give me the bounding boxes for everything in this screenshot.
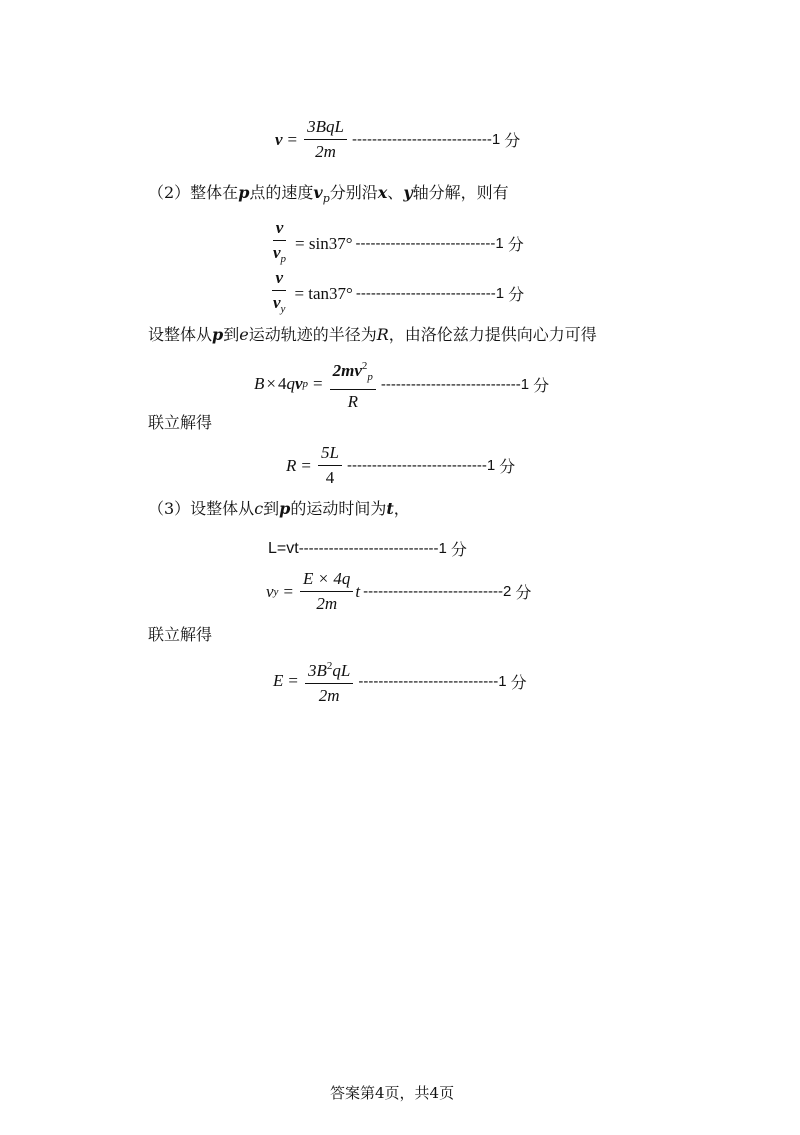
eq1-dashes: ----------------------------1 <box>351 131 501 148</box>
part3-text-a: （3）设整体从 <box>148 499 255 518</box>
eq1-lhs: v <box>275 129 283 149</box>
part3-var-t: t <box>386 499 394 518</box>
eq3-rhs: = tan37° <box>294 283 353 303</box>
eq5-dashes: ----------------------------1 <box>346 457 496 474</box>
eq7-denominator: 2m <box>316 594 338 613</box>
equation-lvt <box>268 537 467 560</box>
eq8-score: 分 <box>510 672 527 692</box>
eq7-numerator: E × 4q <box>300 569 353 592</box>
eq6-score: 分 <box>450 540 467 559</box>
part2-var-x: x <box>377 183 388 202</box>
eq4-v: v <box>294 374 303 393</box>
eq7-lhs: v <box>266 581 274 601</box>
part3-var-c: c <box>254 499 264 518</box>
part2-intro <box>148 182 509 210</box>
eq7-dashes: ----------------------------2 <box>363 583 512 600</box>
eq7-t: t <box>355 581 361 601</box>
eq3-score: 分 <box>508 285 525 304</box>
eq2-score: 分 <box>507 235 524 254</box>
eq5-fraction <box>318 443 342 488</box>
eq3-numerator: v <box>272 268 286 291</box>
equation-sin37 <box>268 218 524 269</box>
equation-lorentz <box>254 356 549 412</box>
eq8-fraction <box>305 656 353 706</box>
part2-sep: 、 <box>387 183 404 202</box>
part2-text-a: （2）整体在 <box>148 183 239 202</box>
radius-text-d: ，由洛伦兹力提供向心力可得 <box>388 325 597 344</box>
part3-text-e: ， <box>393 499 410 518</box>
part2-var-v: v <box>313 183 323 202</box>
eq4-q: q <box>286 374 295 393</box>
eq5-denominator: 4 <box>325 468 335 487</box>
eq5-score: 分 <box>499 457 516 476</box>
eq8-num-a: 3B <box>307 661 327 680</box>
equation-tan37 <box>268 268 524 319</box>
eq2-dashes: ----------------------------1 <box>355 235 504 252</box>
eq1-numerator: 3BqL <box>304 117 347 140</box>
eq6-dashes: ----------------------------1 <box>298 540 447 557</box>
eq6-text: L=vt <box>268 539 299 557</box>
radius-text-b: 到 <box>223 325 240 344</box>
part3-text-b: 到 <box>263 499 280 518</box>
eq8-lhs: E <box>273 671 284 690</box>
eq1-fraction <box>304 117 347 162</box>
eq7-lhs-sub: y <box>273 585 279 598</box>
eq4-B: B <box>254 374 265 393</box>
eq4-numerator: 2mv <box>332 361 362 380</box>
eq4-num-sub: p <box>367 371 373 383</box>
eq2-rhs: = sin37° <box>295 233 353 253</box>
eq2-numerator: v <box>273 218 287 241</box>
eq1-denominator: 2m <box>315 142 336 161</box>
radius-var-e: e <box>239 325 249 344</box>
radius-var-p: p <box>212 325 224 344</box>
eq1-equals: = <box>287 129 298 149</box>
radius-text-c: 运动轨迹的半径为 <box>248 325 377 344</box>
solve-label-2: 联立解得 <box>148 625 213 644</box>
solve-label-1: 联立解得 <box>148 413 213 432</box>
part2-var-p: p <box>238 183 250 202</box>
eq8-dashes: ----------------------------1 <box>358 672 507 690</box>
radius-paragraph <box>148 324 597 346</box>
eq3-denominator: v <box>273 293 281 312</box>
eq7-fraction <box>300 569 353 614</box>
eq4-times: × <box>266 374 276 393</box>
part2-text-b: 点的速度 <box>249 183 314 202</box>
part2-text-d: 轴分解，则有 <box>412 183 509 202</box>
radius-var-R: R <box>376 325 389 344</box>
eq1-score: 分 <box>504 131 521 150</box>
part3-text-d: 的运动时间为 <box>290 499 387 518</box>
eq4-denominator: R <box>347 392 358 411</box>
radius-text-a: 设整体从 <box>148 325 213 344</box>
eq2-den-sub: p <box>280 253 287 265</box>
eq8-equals: = <box>288 671 298 690</box>
eq8-num-sup: 2 <box>326 660 333 672</box>
eq3-dashes: ----------------------------1 <box>355 285 505 302</box>
equation-velocity <box>275 117 520 162</box>
eq8-num-b: qL <box>332 661 351 680</box>
eq4-dashes: ----------------------------1 <box>380 375 530 393</box>
part2-text-c: 分别沿 <box>329 183 378 202</box>
equation-radius <box>286 443 515 488</box>
equation-field <box>273 656 527 706</box>
eq5-numerator: 5L <box>318 443 342 466</box>
eq4-v-sub: p <box>302 378 309 390</box>
eq2-denominator: v <box>273 243 281 262</box>
eq3-fraction <box>270 268 288 319</box>
part2-var-v-sub: p <box>322 192 330 205</box>
eq4-fraction <box>330 356 376 412</box>
eq8-denominator: 2m <box>318 686 340 705</box>
eq5-equals: = <box>301 455 311 475</box>
part3-intro <box>148 498 410 520</box>
eq7-score: 分 <box>515 583 532 602</box>
eq3-den-sub: y <box>280 303 286 315</box>
page-footer: 答案第4页，共4页 <box>330 1084 455 1102</box>
eq4-four: 4 <box>277 374 287 393</box>
part3-var-p: p <box>279 499 291 518</box>
eq7-equals: = <box>283 581 294 601</box>
eq2-fraction <box>270 218 289 269</box>
eq4-score: 分 <box>533 375 550 395</box>
part2-var-y: y <box>403 183 413 202</box>
eq5-lhs: R <box>286 455 297 475</box>
equation-vy <box>266 569 531 614</box>
eq4-equals: = <box>313 374 323 393</box>
eq4-num-sup: 2 <box>361 360 368 372</box>
